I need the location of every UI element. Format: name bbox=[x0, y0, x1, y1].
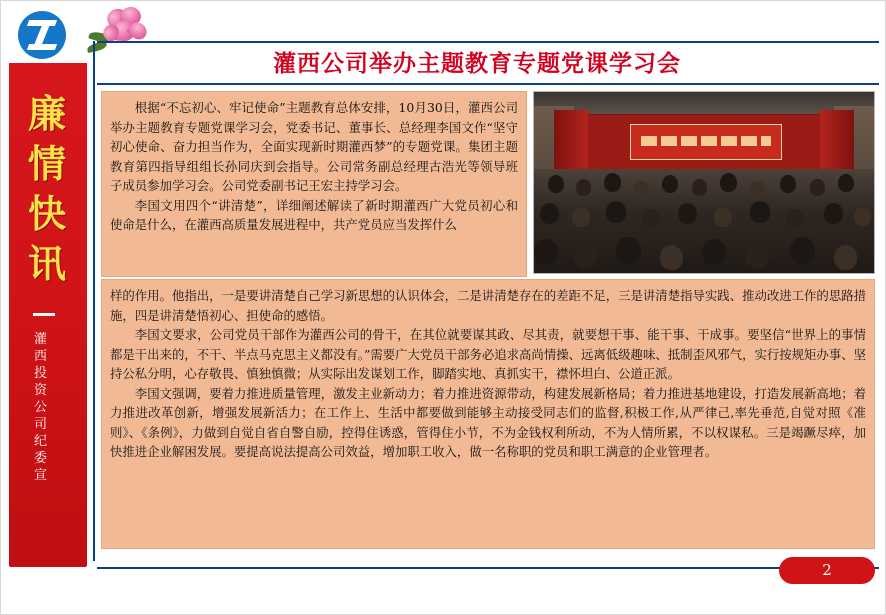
banner-divider bbox=[33, 313, 55, 316]
footer-rule bbox=[97, 567, 879, 569]
company-logo-icon bbox=[18, 11, 66, 59]
title-rule-bottom bbox=[97, 83, 879, 85]
article-paragraph-4: 李国文强调，要着力推进质量管理，激发主业新动力；着力推进资源带动，构建发展新格局；着力推进基地建设，打造发展新高地；着力推进改革创新，增强发展新活力；在工作上、生活中都要做到能够主动接受同志们的监督,积极工作,从严律己,率先垂范,自觉对照《准则》、《条例》，力做到自觉自省自警自励，控得住诱惑，管得住小节，不为金钱权利所动，不为人情所累，不以权谋私。三是竭蹶尽瘁，加快推进企业解困发展。要提高说法提高公司效益，增加职工收入，做一名称职的党员和职工满意的企业管理者。 bbox=[110, 385, 866, 459]
article-block-top bbox=[101, 91, 527, 277]
logo-area bbox=[9, 7, 87, 63]
article-paragraph-2-head: 李国文用四个“讲清楚”，详细阐述解读了新时期灌西广大党员初心和使命是什么，在灌西高质量发展进程中，共产党员应当发挥什么 bbox=[110, 197, 518, 232]
meeting-photo bbox=[533, 91, 875, 274]
article-paragraph-2-tail: 样的作用。他指出，一是要讲清楚自己学习新思想的认识体会，二是讲清楚存在的差距不足，三是讲清楚指导实践、推动改进工作的思路措施，四是讲清楚悟初心、担使命的感悟。 bbox=[110, 288, 866, 323]
article-paragraph-1: 根据“不忘初心、牢记使命”主题教育总体安排，10月30日，灌西公司举办主题教育专题党课学习会，党委书记、董事长、总经理李国文作“坚守初心使命、奋力担当作为，全面实现新时期灌西梦”的专题党课。集团主题教育第四指导组组长孙同庆到会指导。公司常务副总经理古浩光等领导班子成员参加学习会。公司党委副书记王宏主持学习会。 bbox=[110, 100, 518, 193]
page-number-text: 2 bbox=[822, 561, 832, 579]
page-number-badge bbox=[779, 557, 879, 587]
vertical-separator bbox=[93, 41, 95, 561]
title-rule-top bbox=[97, 41, 879, 43]
banner-subtitle: 灌西投资公司纪委宣 bbox=[33, 332, 48, 483]
page-title: 灌西公司举办主题教育专题党课学习会 bbox=[273, 50, 681, 77]
article-paragraph-3: 李国文要求，公司党员干部作为灌西公司的骨干，在其位就要谋其政、尽其责，就要想干事、能干事、干成事。要坚信“世界上的事情都是干出来的，不干、半点马克思主义都没有。”需要广大党员干部务必追求高尚情操、远离低级趣味、抵制歪风邪气，实行按规矩办事、坚持公私分明，心存敬畏、慎独慎微；从实际出发谋划工作，脚踏实地、真抓实干，襟怀坦白、公道正派。 bbox=[110, 327, 866, 381]
banner-title: 廉情快讯 bbox=[27, 91, 66, 286]
article-block-bottom bbox=[101, 279, 875, 549]
